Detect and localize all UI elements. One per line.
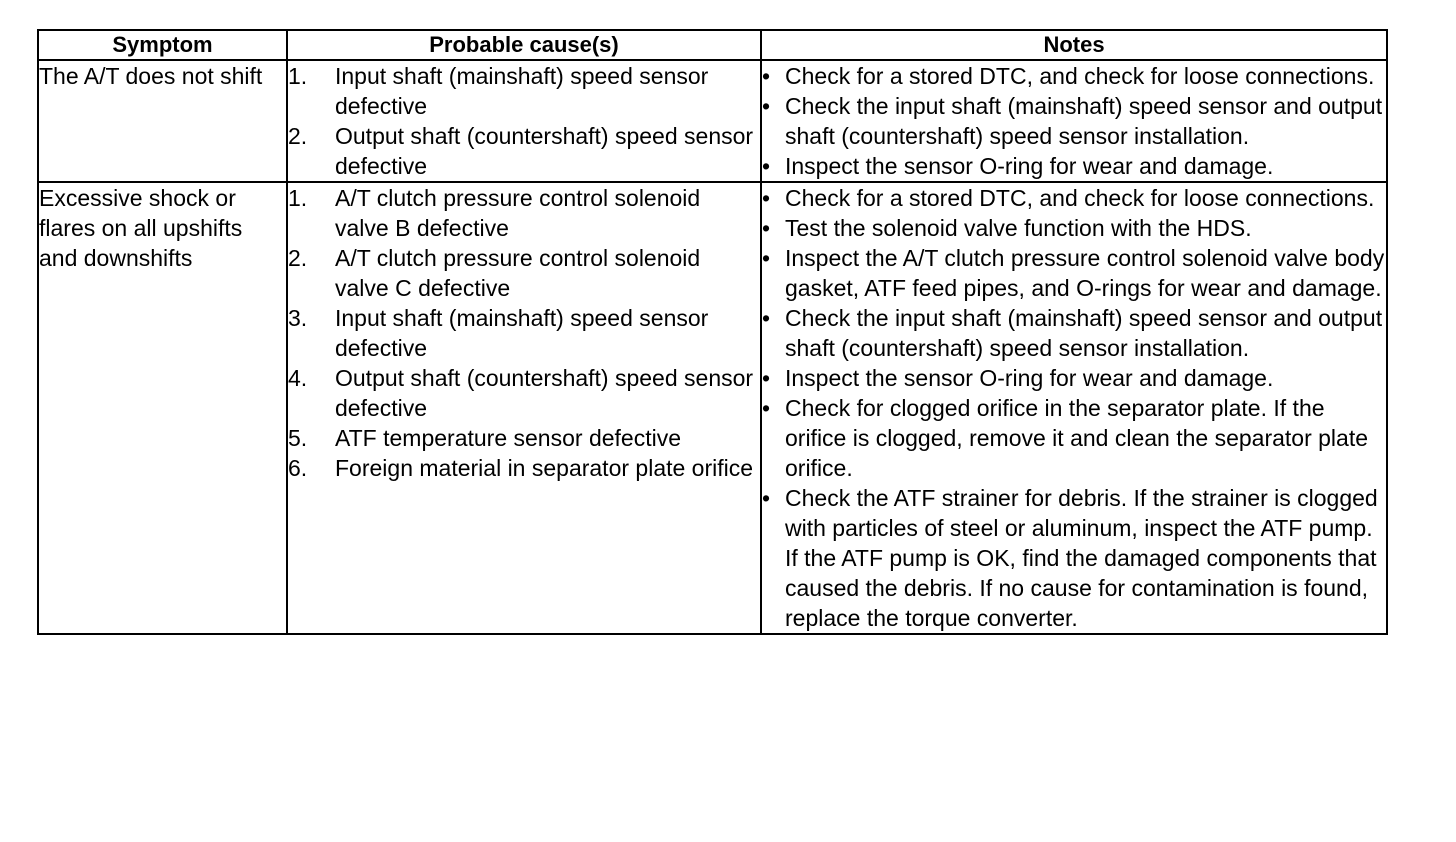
table-header-row (38, 30, 1387, 60)
cause-number: 6. (288, 455, 308, 481)
header-notes: Notes (761, 30, 1387, 60)
symptom-cell: The A/T does not shift (38, 60, 287, 182)
note-item (762, 183, 1386, 213)
cause-text: A/T clutch pressure control solenoid valve C defective (335, 245, 701, 301)
cause-item (288, 423, 760, 453)
cause-text: Output shaft (countershaft) speed sensor defective (335, 123, 754, 179)
cause-item (288, 183, 760, 243)
table-row (38, 60, 1387, 182)
cause-list (288, 183, 760, 483)
cause-text: Input shaft (mainshaft) speed sensor defective (335, 305, 709, 361)
bullet-icon: • (762, 395, 771, 421)
cause-number: 3. (288, 305, 308, 331)
notes-cell (761, 60, 1387, 182)
note-item (762, 151, 1386, 181)
note-text: Test the solenoid valve function with the HDS. (785, 215, 1252, 241)
note-text: Check for a stored DTC, and check for loose connections. (785, 63, 1375, 89)
bullet-icon: • (762, 63, 771, 89)
note-item (762, 363, 1386, 393)
bullet-icon: • (762, 153, 771, 179)
note-item (762, 303, 1386, 363)
note-item (762, 61, 1386, 91)
note-list (762, 61, 1386, 181)
note-text: Inspect the sensor O-ring for wear and damage. (785, 365, 1274, 391)
header-probable-causes: Probable cause(s) (287, 30, 761, 60)
table-row (38, 182, 1387, 634)
troubleshooting-document (37, 29, 1386, 635)
cause-item (288, 363, 760, 423)
note-text: Check the input shaft (mainshaft) speed sensor and output shaft (countershaft) speed sensor installation. (785, 93, 1383, 149)
cause-number: 2. (288, 123, 308, 149)
bullet-icon: • (762, 185, 771, 211)
cause-number: 4. (288, 365, 308, 391)
cause-item (288, 61, 760, 121)
bullet-icon: • (762, 245, 771, 271)
note-item (762, 483, 1386, 633)
cause-text: A/T clutch pressure control solenoid valve B defective (335, 185, 701, 241)
cause-item (288, 121, 760, 181)
note-text: Inspect the A/T clutch pressure control solenoid valve body gasket, ATF feed pipes, and O-rings for wear and damage. (785, 245, 1385, 301)
causes-cell (287, 182, 761, 634)
header-symptom: Symptom (38, 30, 287, 60)
cause-number: 1. (288, 185, 308, 211)
note-text: Check the input shaft (mainshaft) speed sensor and output shaft (countershaft) speed sensor installation. (785, 305, 1383, 361)
bullet-icon: • (762, 305, 771, 331)
note-item (762, 243, 1386, 303)
causes-cell (287, 60, 761, 182)
note-item (762, 393, 1386, 483)
note-text: Check for a stored DTC, and check for loose connections. (785, 185, 1375, 211)
note-item (762, 91, 1386, 151)
bullet-icon: • (762, 365, 771, 391)
bullet-icon: • (762, 93, 771, 119)
cause-list (288, 61, 760, 181)
note-text: Check for clogged orifice in the separator plate. If the orifice is clogged, remove it and clean the separator plate orifice. (785, 395, 1368, 481)
note-text: Check the ATF strainer for debris. If the strainer is clogged with particles of steel or aluminum, inspect the ATF pump. If the ATF pump is OK, find the damaged components that caused the debris. If no cause for contamination is found, replace the torque converter. (785, 485, 1378, 631)
note-text: Inspect the sensor O-ring for wear and damage. (785, 153, 1274, 179)
cause-item (288, 453, 760, 483)
symptom-cell: Excessive shock or flares on all upshifts and downshifts (38, 182, 287, 634)
note-list (762, 183, 1386, 633)
cause-number: 1. (288, 63, 308, 89)
cause-number: 5. (288, 425, 308, 451)
cause-item (288, 243, 760, 303)
note-item (762, 213, 1386, 243)
notes-cell (761, 182, 1387, 634)
cause-number: 2. (288, 245, 308, 271)
bullet-icon: • (762, 215, 771, 241)
bullet-icon: • (762, 485, 771, 511)
cause-text: Foreign material in separator plate orifice (335, 455, 754, 481)
cause-item (288, 303, 760, 363)
cause-text: Input shaft (mainshaft) speed sensor defective (335, 63, 709, 119)
cause-text: Output shaft (countershaft) speed sensor defective (335, 365, 754, 421)
troubleshooting-table (37, 29, 1388, 635)
cause-text: ATF temperature sensor defective (335, 425, 681, 451)
